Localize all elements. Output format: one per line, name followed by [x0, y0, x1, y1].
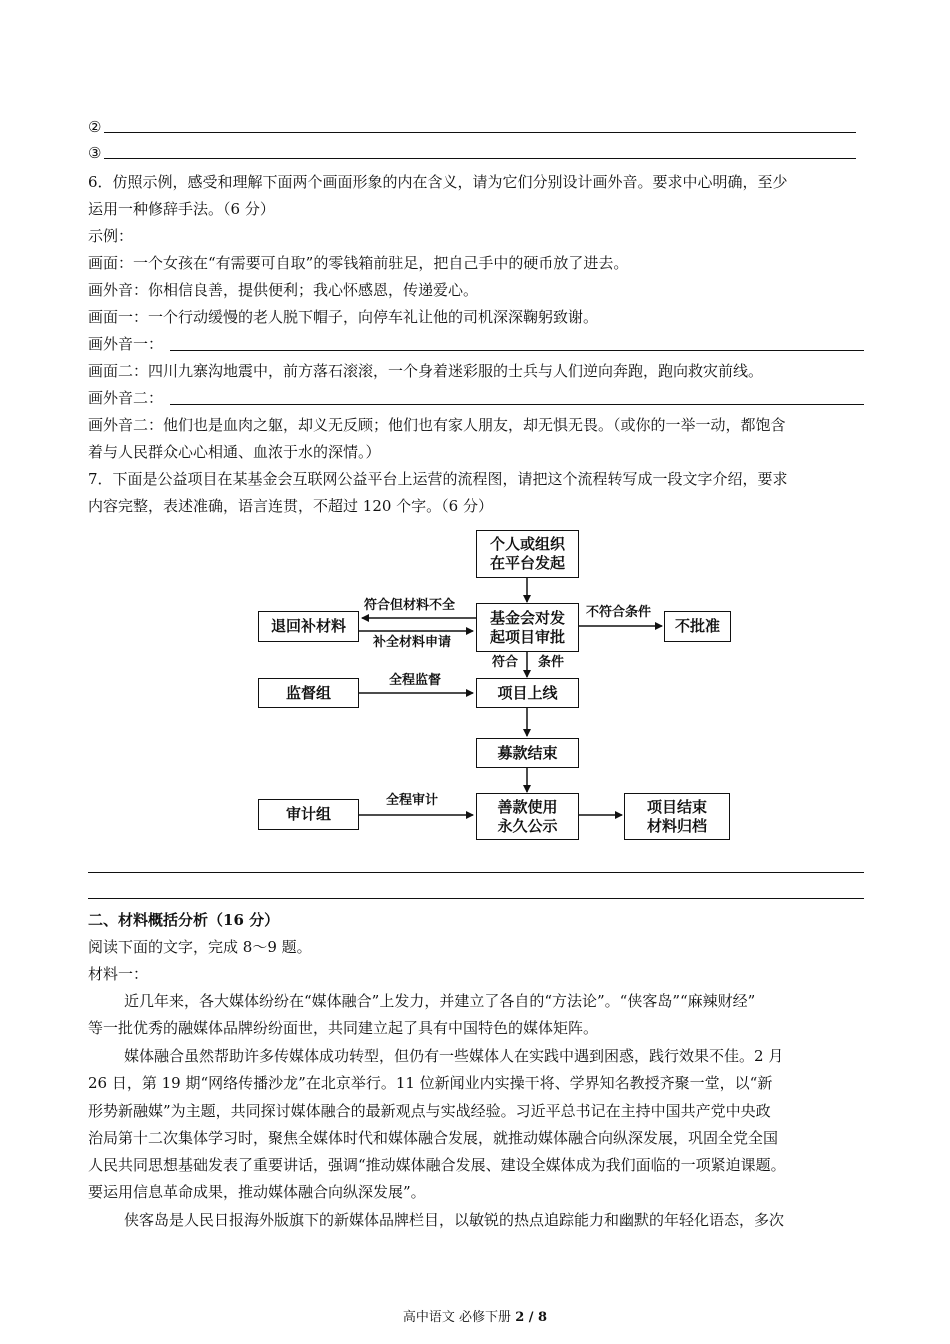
q6-scene1: 画面一：一个行动缓慢的老人脱下帽子，向停车礼让他的司机深深鞠躬致谢。 — [88, 308, 599, 326]
q6-voice1-label: 画外音一： — [88, 335, 164, 353]
edge-label-incomplete: 符合但材料不全 — [364, 598, 456, 613]
edge-label-qualified-a: 符合 — [492, 655, 519, 670]
q7-stem-line2: 内容完整，表述准确，语言连贯，不超过 120 个字。（6 分） — [88, 497, 493, 515]
node-review — [476, 603, 579, 652]
q6-stem-line2: 运用一种修辞手法。（6 分） — [88, 200, 275, 218]
node-review-line2: 起项目审批 — [489, 627, 565, 646]
node-return: 退回补材料 — [258, 611, 359, 642]
node-start-line1: 个人或组织 — [489, 535, 565, 553]
material1-p2-line6: 要运用信息革命成果，推动媒体融合向纵深发展”。 — [88, 1183, 426, 1201]
q6-example-label: 示例： — [88, 227, 134, 245]
node-archive-line1: 项目结束 — [646, 797, 707, 816]
q6-stem-line1: 6．仿照示例，感受和理解下面两个画面形象的内在含义，请为它们分别设计画外音。要求中心明确，至少 — [88, 173, 788, 191]
edge-label-resubmit: 补全材料申请 — [373, 635, 452, 650]
material1-p2-line1: 媒体融合虽然帮助许多传媒体成功转型，但仍有一些媒体人在实践中遇到困惑，践行效果不佳。2 月 — [124, 1047, 784, 1065]
node-reject: 不批准 — [664, 611, 731, 642]
section2-instruction: 阅读下面的文字，完成 8～9 题。 — [88, 938, 312, 956]
node-archive — [624, 793, 730, 840]
material1-p1-line2: 等一批优秀的融媒体品牌纷纷面世，共同建立起了具有中国特色的媒体矩阵。 — [88, 1019, 599, 1037]
section2-heading: 二、材料概括分析（16 分） — [88, 911, 280, 929]
q7-stem-line1: 7．下面是公益项目在某基金会互联网公益平台上运营的流程图，请把这个流程转写成一段文字介绍，要求 — [88, 470, 788, 488]
node-start-line2: 在平台发起 — [489, 554, 565, 572]
answer-line-2-marker: ② — [88, 118, 102, 136]
material1-p2-line5: 人民共同思想基础发表了重要讲话，强调“推动媒体融合发展、建设全媒体成为我们面临的一项紧迫课题。 — [88, 1156, 786, 1174]
node-archive-line2: 材料归档 — [646, 816, 707, 835]
q6-answer-line2: 着与人民群众心心相通、血浓于水的深情。） — [88, 443, 381, 461]
q6-answer-line1: 画外音二：他们也是血肉之躯，却义无反顾；他们也有家人朋友，却无惧无畏。（或你的一举一动，都饱含 — [88, 416, 786, 434]
node-online: 项目上线 — [476, 678, 579, 708]
q7-answer-blank-1[interactable] — [88, 872, 864, 873]
footer-text: 高中语文 必修下册 — [402, 1310, 516, 1325]
answer-line-3-marker: ③ — [88, 144, 102, 162]
node-publish — [476, 793, 579, 840]
q6-scene2: 画面二：四川九寨沟地震中，前方落石滚滚，一个身着迷彩服的士兵与人们逆向奔跑，跑向救灾前线。 — [88, 362, 764, 380]
material1-p2-line4: 治局第十二次集体学习时，聚焦全媒体时代和媒体融合发展，就推动媒体融合向纵深发展，巩固全党全国 — [88, 1129, 779, 1147]
q7-answer-blank-2[interactable] — [88, 898, 864, 899]
node-review-line1: 基金会对发 — [489, 608, 565, 627]
material1-p2-line2: 26 日，第 19 期“网络传播沙龙”在北京举行。11 位新闻业内实操干将、学界知名教授齐聚一堂，以“新 — [88, 1074, 773, 1092]
edge-label-not-qualified: 不符合条件 — [586, 605, 652, 620]
edge-label-supervision: 全程监督 — [389, 673, 442, 688]
material1-label: 材料一： — [88, 965, 149, 983]
node-publish-line1: 善款使用 — [497, 797, 558, 816]
node-fund-end: 募款结束 — [476, 738, 579, 768]
node-publish-line2: 永久公示 — [497, 816, 558, 835]
edge-label-auditing: 全程审计 — [386, 793, 439, 808]
footer-page-number: 2 / 8 — [515, 1310, 548, 1325]
page-footer — [0, 1306, 950, 1325]
node-audit: 审计组 — [258, 799, 359, 830]
node-supervise: 监督组 — [258, 678, 359, 708]
node-start — [476, 530, 579, 578]
material1-p3-line1: 侠客岛是人民日报海外版旗下的新媒体品牌栏目，以敏锐的热点追踪能力和幽默的年轻化语态，多次 — [124, 1211, 785, 1229]
edge-label-qualified-b: 条件 — [538, 655, 565, 670]
q6-example-scene: 画面：一个女孩在“有需要可自取”的零钱箱前驻足，把自己手中的硬币放了进去。 — [88, 254, 629, 272]
material1-p1-line1: 近几年来，各大媒体纷纷在“媒体融合”上发力，并建立了各自的“方法论”。“侠客岛”“麻辣财经” — [124, 992, 756, 1010]
material1-p2-line3: 形势新融媒”为主题，共同探讨媒体融合的最新观点与实战经验。习近平总书记在主持中国共产党中央政 — [88, 1102, 771, 1120]
q6-voice2-label: 画外音二： — [88, 389, 164, 407]
q6-example-voice: 画外音：你相信良善，提供便利；我心怀感恩，传递爱心。 — [88, 281, 479, 299]
